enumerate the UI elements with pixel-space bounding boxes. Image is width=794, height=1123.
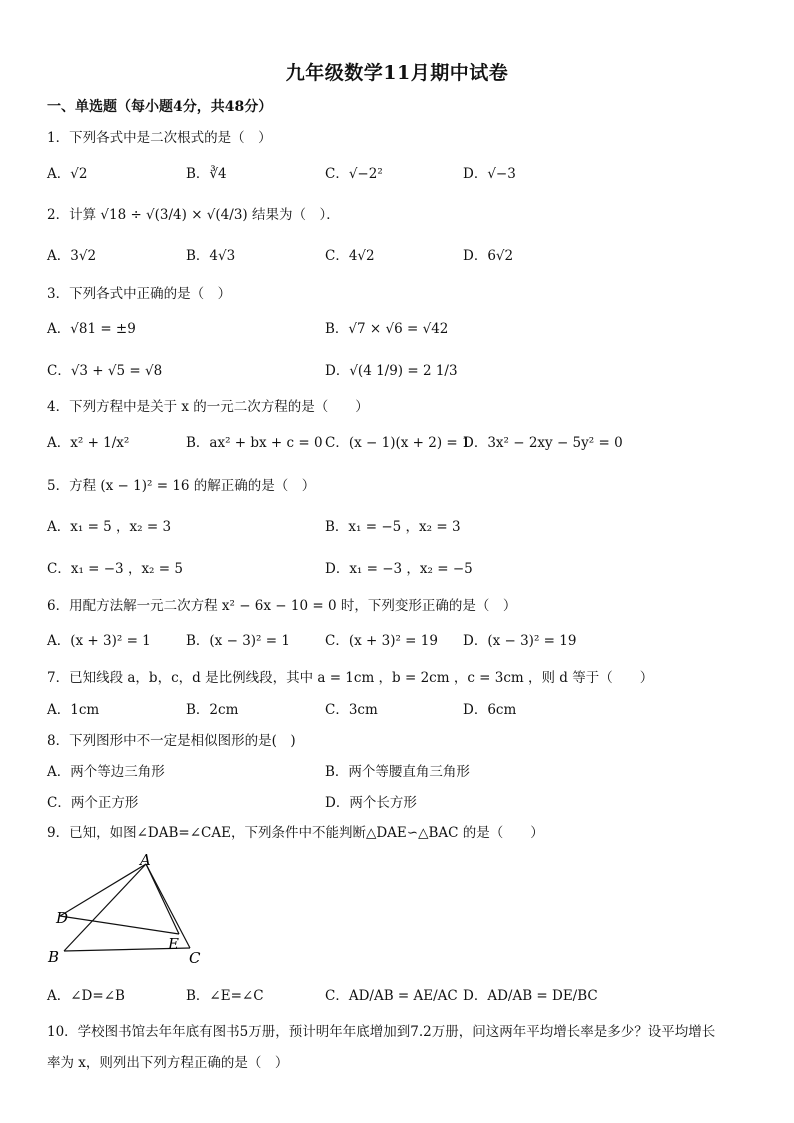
figure-label-c: C <box>189 949 201 967</box>
q7-option-a: A．1cm <box>47 702 100 718</box>
q1-option-b: B．∛4 <box>186 166 227 182</box>
question-10-stem: 10．学校图书馆去年年底有图书5万册，预计明年年底增加到7.2万册，问这两年平均增长率是多少？设平均增长 <box>47 1024 716 1040</box>
question-5-stem: 5．方程 (x − 1)² = 16 的解正确的是（ ） <box>47 478 316 494</box>
q6-option-b: B．(x − 3)² = 1 <box>186 633 290 649</box>
q2-option-a: A．3√2 <box>47 248 97 264</box>
q1-option-a: A．√2 <box>47 166 88 182</box>
q7-option-b: B．2cm <box>186 702 239 718</box>
q5-option-a: A．x₁ = 5 ，x₂ = 3 <box>47 519 172 535</box>
q4-option-a: A．x² + 1/x² <box>47 435 130 451</box>
section-heading: 一、单选题（每小题4分，共48分） <box>47 99 273 115</box>
q6-option-c: C．(x + 3)² = 19 <box>325 633 438 649</box>
q6-option-a: A．(x + 3)² = 1 <box>47 633 151 649</box>
question-8-stem: 8．下列图形中不一定是相似图形的是( ) <box>47 733 296 749</box>
question-3-stem: 3．下列各式中正确的是（ ） <box>47 286 232 302</box>
figure-label-b: B <box>48 948 60 966</box>
q9-option-c: C．AD/AB = AE/AC <box>325 988 458 1004</box>
question-10-stem-cont: 率为 x，则列出下列方程正确的是（ ） <box>47 1055 289 1071</box>
q1-option-d: D．√−3 <box>463 166 516 182</box>
figure-label-e: E <box>168 935 179 953</box>
q7-option-c: C．3cm <box>325 702 378 718</box>
question-6-stem: 6．用配方法解一元二次方程 x² − 6x − 10 = 0 时，下列变形正确的是（ ） <box>47 598 517 614</box>
q9-option-d: D．AD/AB = DE/BC <box>463 988 598 1004</box>
q9-option-a: A．∠D=∠B <box>47 988 125 1004</box>
question-2-stem: 2．计算 √18 ÷ √(3/4) × √(4/3) 结果为（ ）． <box>47 207 340 223</box>
question-7-stem: 7．已知线段 a，b，c，d 是比例线段，其中 a = 1cm ，b = 2cm ，c = 3cm ，则 d 等于（ ） <box>47 670 654 686</box>
q3-option-c: C．√3 + √5 = √8 <box>47 363 163 379</box>
q6-option-d: D．(x − 3)² = 19 <box>463 633 577 649</box>
figure-label-a: A <box>140 852 151 869</box>
q3-option-b: B．√7 × √6 = √42 <box>325 321 449 337</box>
figure-label-d: D <box>56 909 69 927</box>
q2-option-b: B．4√3 <box>186 248 236 264</box>
question-9-stem: 9．已知，如图∠DAB=∠CAE，下列条件中不能判断△DAE∽△BAC 的是（ ） <box>47 825 544 841</box>
q5-option-d: D．x₁ = −3 ，x₂ = −5 <box>325 561 473 577</box>
q8-option-c: C．两个正方形 <box>47 795 139 811</box>
q5-option-b: B．x₁ = −5 ，x₂ = 3 <box>325 519 461 535</box>
q8-option-b: B．两个等腰直角三角形 <box>325 764 470 780</box>
q2-option-d: D．6√2 <box>463 248 514 264</box>
q8-option-d: D．两个长方形 <box>325 795 417 811</box>
q4-option-b: B．ax² + bx + c = 0 <box>186 435 323 451</box>
q2-option-c: C．4√2 <box>325 248 375 264</box>
q4-option-d: D．3x² − 2xy − 5y² = 0 <box>463 435 623 451</box>
q5-option-c: C．x₁ = −3 ，x₂ = 5 <box>47 561 183 577</box>
triangle-figure <box>44 852 214 970</box>
q3-option-a: A．√81 = ±9 <box>47 321 136 337</box>
page-title: 九年级数学11月期中试卷 <box>285 62 509 84</box>
q4-option-c: C．(x − 1)(x + 2) = 1 <box>325 435 471 451</box>
question-1-stem: 1．下列各式中是二次根式的是（ ） <box>47 130 272 146</box>
q9-option-b: B．∠E=∠C <box>186 988 264 1004</box>
q3-option-d: D．√(4 1/9) = 2 1/3 <box>325 363 458 379</box>
q7-option-d: D．6cm <box>463 702 517 718</box>
q8-option-a: A．两个等边三角形 <box>47 764 165 780</box>
q1-option-c: C．√−2² <box>325 166 383 182</box>
question-4-stem: 4．下列方程中是关于 x 的一元二次方程的是（ ） <box>47 399 369 415</box>
